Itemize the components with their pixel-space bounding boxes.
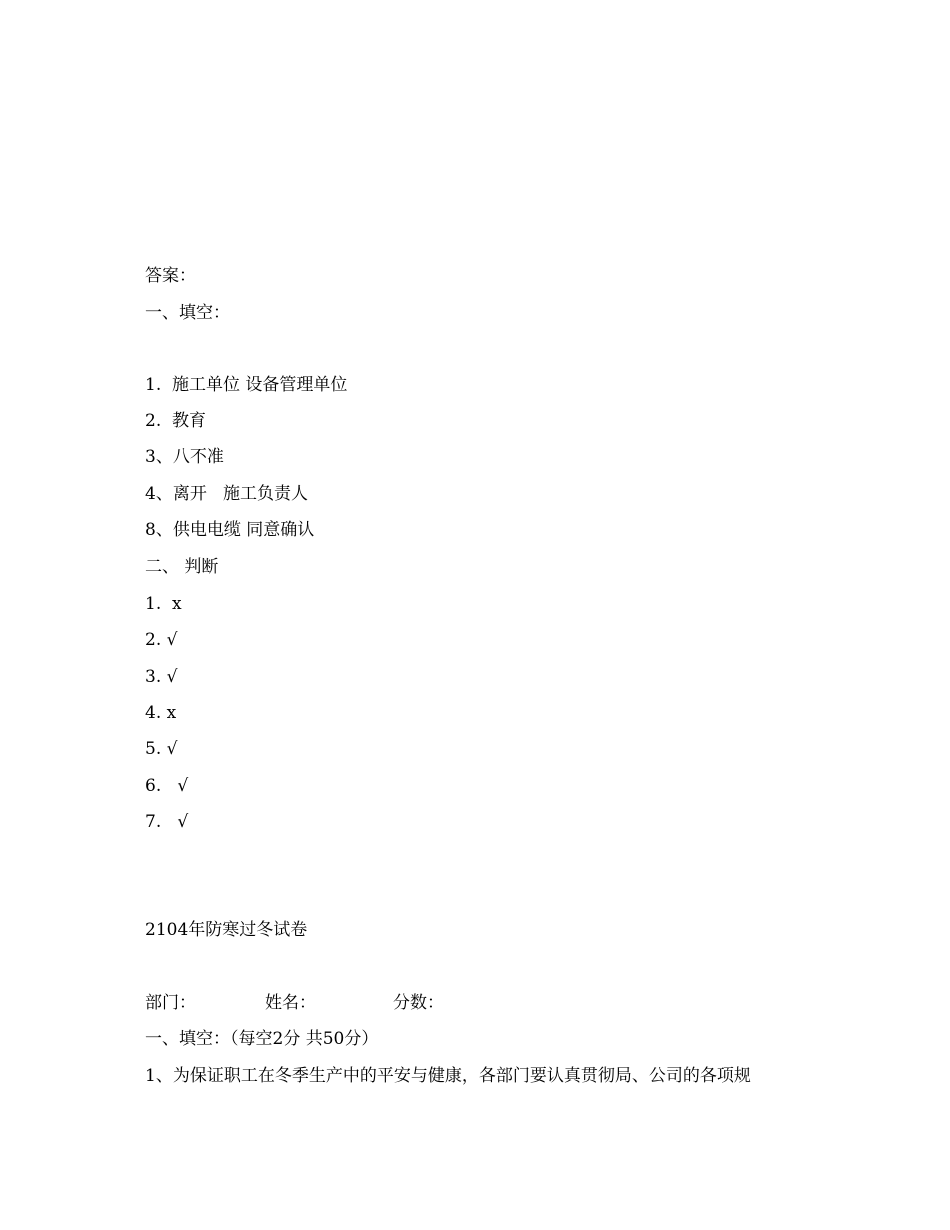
- name-field-label: 姓名：: [265, 993, 316, 1013]
- answers-section2-title: 二、 判断: [145, 557, 219, 577]
- judge-answer-item: 7. √: [145, 812, 189, 832]
- score-field-label: 分数：: [393, 993, 444, 1013]
- exam-section1-title: 一、填空：（每空2分 共50分）: [145, 1029, 379, 1049]
- department-field-label: 部门：: [145, 993, 196, 1013]
- judge-answer-item: 4. x: [145, 703, 177, 723]
- fill-answer-item: 2. 教育: [145, 411, 207, 431]
- exam-title: 2104年防寒过冬试卷: [145, 920, 308, 940]
- fill-answer-item: 3、八不准: [145, 447, 224, 467]
- fill-answer-item: 1. 施工单位 设备管理单位: [145, 375, 348, 395]
- judge-answer-item: 3. √: [145, 667, 178, 687]
- fill-answer-item: 8、供电电缆 同意确认: [145, 520, 315, 540]
- judge-answer-item: 5. √: [145, 739, 178, 759]
- answers-heading: 答案：: [145, 266, 196, 286]
- exam-question-1: 1、为保证职工在冬季生产中的平安与健康，各部门要认真贯彻局、公司的各项规: [145, 1066, 751, 1086]
- judge-answer-item: 2. √: [145, 630, 178, 650]
- fill-answer-item: 4、离开 施工负责人: [145, 484, 309, 504]
- judge-answer-item: 6. √: [145, 776, 189, 796]
- judge-answer-item: 1. x: [145, 594, 182, 614]
- answers-section1-title: 一、填空：: [145, 303, 230, 323]
